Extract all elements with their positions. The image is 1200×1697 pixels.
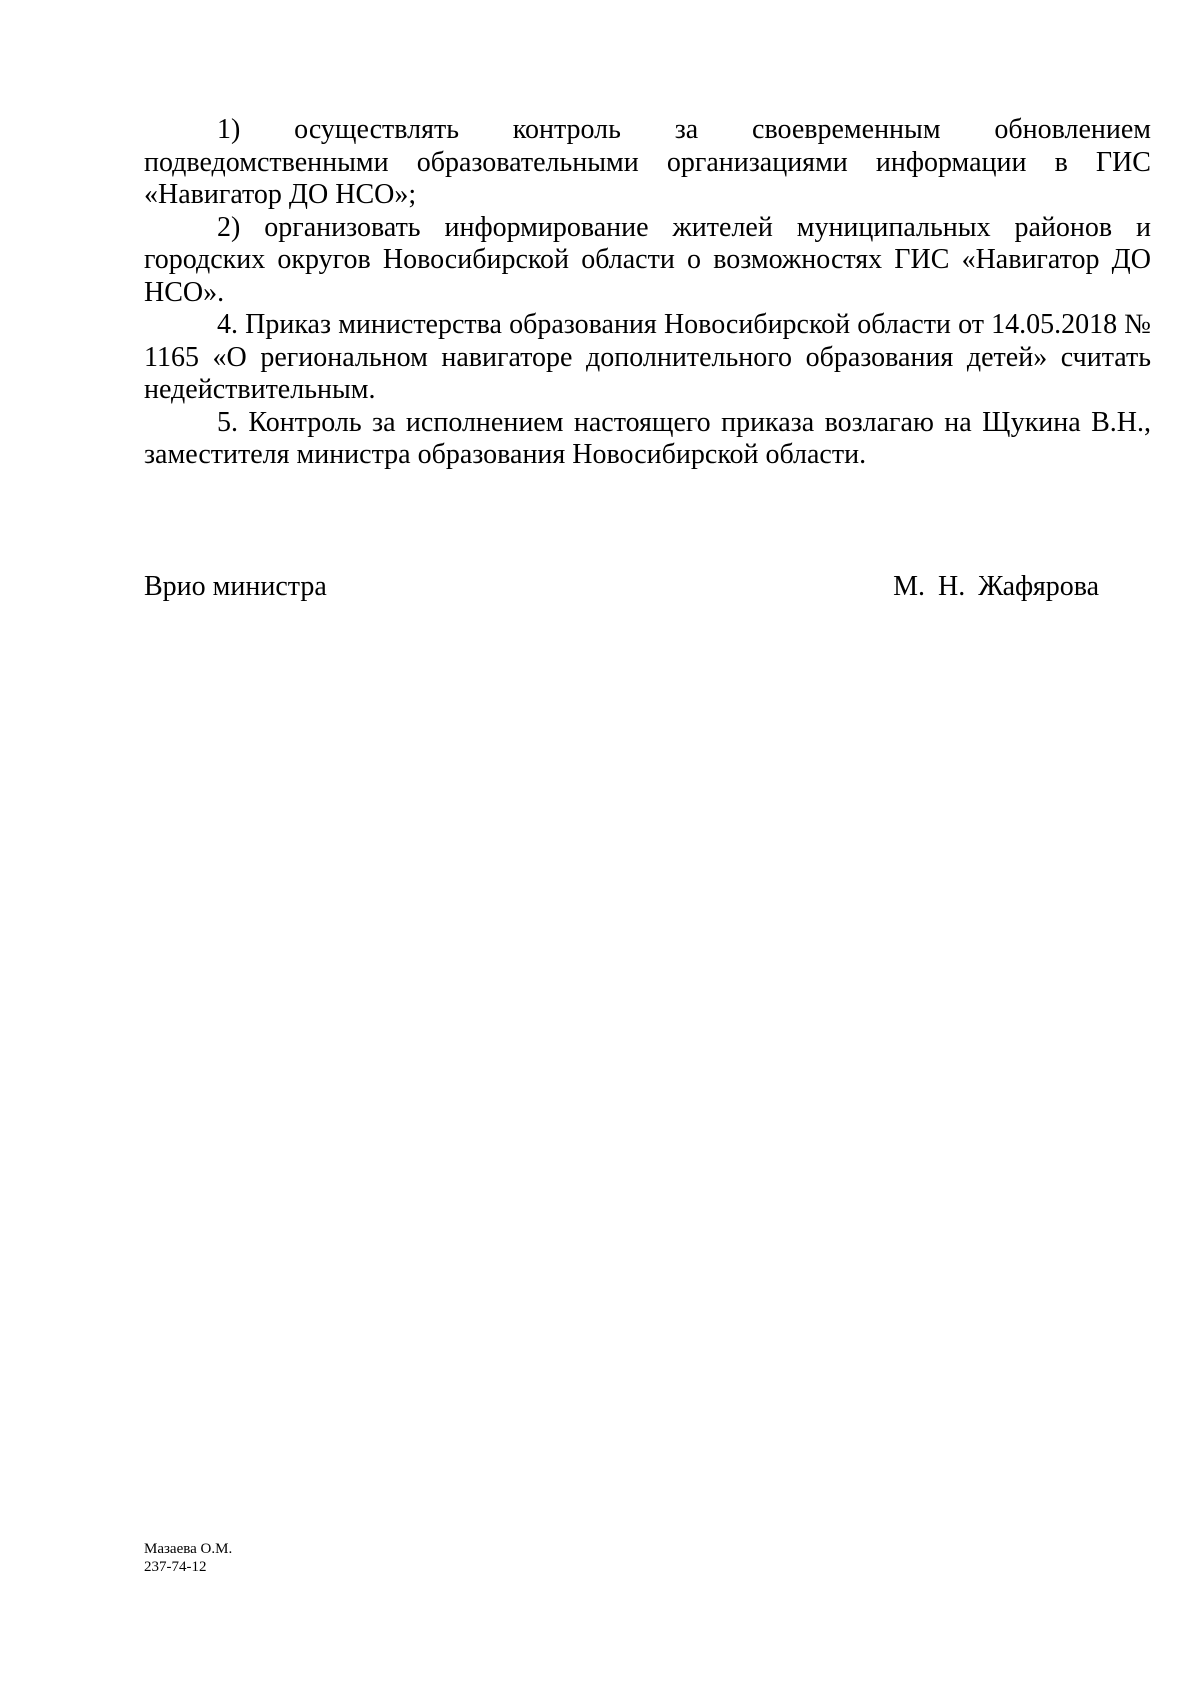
paragraph-clause-5: 5. Контроль за исполнением настоящего приказа возлагаю на Щукина В.Н., заместителя министра образования Новосибирской области. [144, 406, 1151, 470]
signatory-name: М. Н. Жафярова [893, 571, 1099, 602]
executor-block [144, 1540, 232, 1576]
paragraph-item-1: 1) осуществлять контроль за своевременным обновлением подведомственными образовательными организациями информации в ГИС «Навигатор ДО НСО»; [144, 114, 1151, 210]
document-body [144, 114, 1151, 472]
paragraph-clause-4: 4. Приказ министерства образования Новосибирской области от 14.05.2018 № 1165 «О региональном навигаторе дополнительного образования детей» считать недействительным. [144, 309, 1151, 405]
executor-name: Мазаева О.М. [144, 1541, 233, 1557]
paragraph-item-2: 2) организовать информирование жителей муниципальных районов и городских округов Новосибирской области о возможностях ГИС «Навигатор ДО НСО». [144, 211, 1151, 308]
signatory-title: Врио министра [144, 571, 327, 602]
executor-phone: 237-74-12 [144, 1559, 207, 1575]
